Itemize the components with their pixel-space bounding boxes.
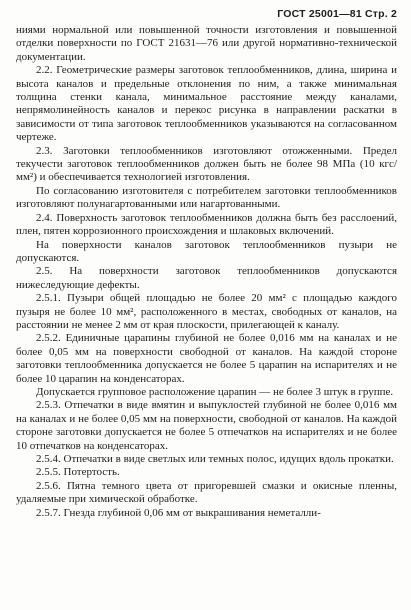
paragraph: 2.5.6. Пятна темного цвета от пригоревшей смазки и окисные пленны, удаляемые при химической обработке.	[16, 479, 397, 506]
paragraph: На поверхности каналов заготовок теплообменников пузыри не допускаются.	[16, 238, 397, 264]
paragraph: 2.3. Заготовки теплообменников изготовляют отожженными. Предел текучести заготовок теплообменников должен быть не более 98 МПа (10 кгс/мм²) и обеспечивается технологией изготовления.	[16, 144, 397, 184]
page-header: ГОСТ 25001—81 Стр. 2	[277, 8, 397, 20]
paragraph: 2.5.4. Отпечатки в виде светлых или темных полос, идущих вдоль прокатки.	[36, 453, 394, 465]
paragraph: 2.4. Поверхность заготовок теплообменников должна быть без расслоений, плен, пятен коррозионного происхождения и шлаковых включений.	[16, 211, 397, 238]
paragraph: 2.5.7. Гнезда глубиной 0,06 мм от выкрашивания неметалли-	[36, 506, 321, 519]
paragraph: 2.5. На поверхности заготовок теплообменников допускаются нижеследующие дефекты.	[16, 265, 397, 291]
paragraph: ниями нормальной или повышенной точности изготовления и повышенной отделки поверхности по ГОСТ 21631—76 или другой нормативно-технической документации.	[16, 24, 397, 63]
paragraph: 2.5.2. Единичные царапины глубиной не более 0,016 мм на каналах и не более 0,05 мм на поверхности свободной от каналов. На каждой стороне заготовки теплообменника допускается не более 5 царапин на испарителях и не более 10 царапин на конденсаторах.	[16, 332, 397, 385]
paragraph: По согласованию изготовителя с потребителем заготовки теплообменников изготовляют полунагартованными или нагартованными.	[16, 184, 397, 211]
document-body	[16, 24, 397, 520]
paragraph: 2.5.3. Отпечатки в виде вмятин и выпуклостей глубиной не более 0,016 мм на каналах и не более 0,05 мм на поверхности, свободной от каналов. На каждой стороне заготовки допускается не более 5 отпечатков на испарителях и не более 10 отпечатков на конденсаторах.	[16, 399, 397, 452]
paragraph: 2.5.1. Пузыри общей площадью не более 20 мм² с площадью каждого пузыря не более 10 мм², расположенного в местах, свободных от каналов, на расстоянии не менее 2 мм от края плоскости, прилегающей к каналу.	[16, 292, 397, 331]
paragraph: 2.5.5. Потертость.	[36, 466, 120, 479]
paragraph: Допускается групповое расположение царапин — не более 3 штук в группе.	[36, 385, 394, 398]
paragraph: 2.2. Геометрические размеры заготовок теплообменников, длина, ширина и высота каналов и предельные отклонения по ним, а также минимальная толщина стенки канала, минимальное расстояние между каналами, непрямолинейность каналов и перекос рисунка в направлении раскатки в зависимости от типа заготовок теплообменников указываются на согласованном чертеже.	[16, 64, 397, 144]
